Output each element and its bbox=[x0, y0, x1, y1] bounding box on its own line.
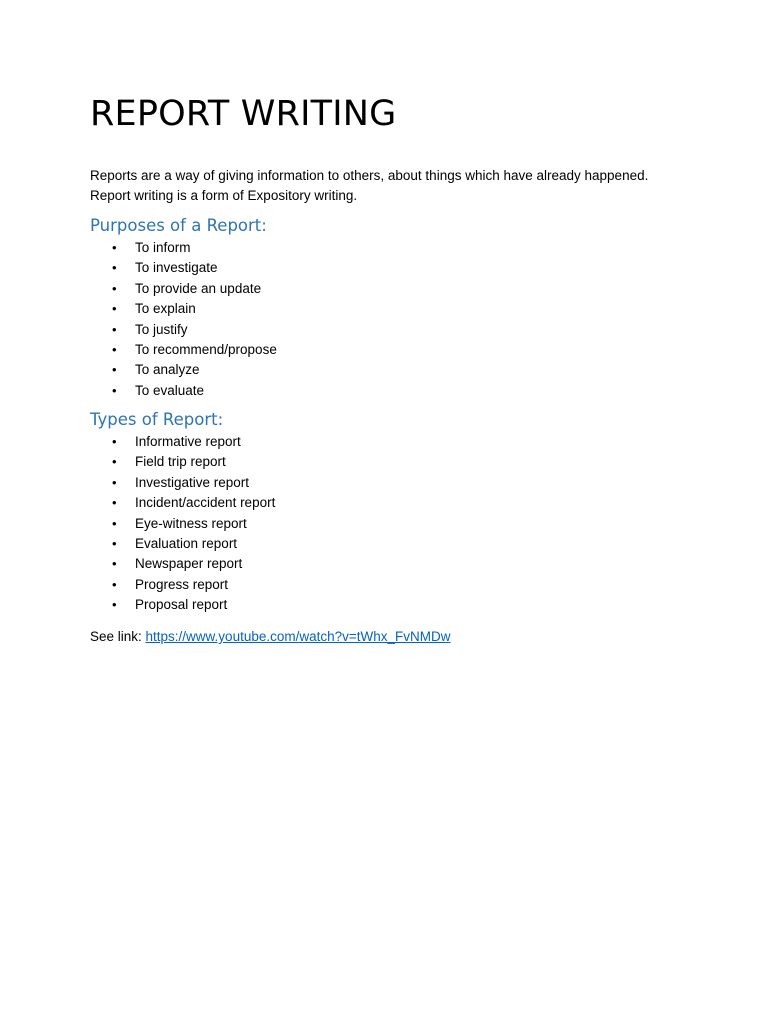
list-item-text: To analyze bbox=[135, 362, 200, 378]
bullet-icon: • bbox=[112, 515, 117, 531]
list-item bbox=[90, 554, 275, 574]
list-item bbox=[90, 381, 277, 401]
list-item bbox=[90, 534, 275, 554]
list-item-text: Informative report bbox=[135, 434, 241, 449]
list-item bbox=[90, 575, 275, 595]
list-item bbox=[90, 595, 275, 615]
list-item bbox=[90, 473, 275, 493]
intro-paragraph bbox=[90, 166, 690, 206]
list-item-text: To justify bbox=[135, 321, 188, 337]
bullet-icon: • bbox=[112, 535, 117, 551]
list-item bbox=[90, 432, 275, 452]
bullet-icon: • bbox=[112, 556, 117, 572]
types-heading: Types of Report: bbox=[90, 410, 224, 429]
bullet-icon: • bbox=[112, 362, 117, 378]
bullet-icon: • bbox=[112, 454, 117, 470]
bullet-icon: • bbox=[112, 474, 117, 490]
bullet-icon: • bbox=[112, 434, 117, 449]
list-item-text: To inform bbox=[135, 240, 191, 255]
list-item-text: To explain bbox=[135, 301, 196, 317]
youtube-link[interactable]: https://www.youtube.com/watch?v=tWhx_FvNMDw bbox=[145, 629, 451, 644]
bullet-icon: • bbox=[112, 341, 117, 357]
list-item-text: To investigate bbox=[135, 260, 218, 276]
list-item bbox=[90, 299, 277, 319]
list-item-text: Newspaper report bbox=[135, 556, 243, 572]
list-item-text: Field trip report bbox=[135, 454, 226, 470]
list-item bbox=[90, 258, 277, 278]
list-item bbox=[90, 340, 277, 360]
list-item-text: To evaluate bbox=[135, 382, 205, 398]
intro-line: Report writing is a form of Expository writing. bbox=[90, 188, 358, 203]
bullet-icon: • bbox=[112, 576, 117, 592]
bullet-icon: • bbox=[112, 280, 117, 296]
document-title: REPORT WRITING bbox=[90, 94, 397, 134]
bullet-icon: • bbox=[112, 321, 117, 337]
see-link-label: See link: bbox=[90, 629, 146, 644]
list-item-text: Investigative report bbox=[135, 474, 250, 490]
list-item bbox=[90, 279, 277, 299]
bullet-icon: • bbox=[112, 495, 117, 511]
list-item-text: Eye-witness report bbox=[135, 515, 247, 531]
purposes-list bbox=[90, 238, 277, 401]
types-list bbox=[90, 432, 275, 616]
list-item bbox=[90, 320, 277, 340]
see-link-line bbox=[90, 627, 451, 647]
bullet-icon: • bbox=[112, 240, 117, 255]
list-item-text: To provide an update bbox=[135, 280, 262, 296]
list-item-text: To recommend/propose bbox=[135, 341, 277, 357]
list-item-text: Incident/accident report bbox=[135, 495, 276, 511]
bullet-icon: • bbox=[112, 597, 117, 613]
list-item-text: Progress report bbox=[135, 576, 229, 592]
list-item bbox=[90, 493, 275, 513]
bullet-icon: • bbox=[112, 382, 117, 398]
list-item bbox=[90, 452, 275, 472]
list-item-text: Evaluation report bbox=[135, 535, 238, 551]
purposes-heading: Purposes of a Report: bbox=[90, 216, 267, 235]
bullet-icon: • bbox=[112, 301, 117, 317]
bullet-icon: • bbox=[112, 260, 117, 276]
list-item bbox=[90, 360, 277, 380]
intro-line: Reports are a way of giving information to others, about things which have already happened. bbox=[90, 168, 649, 183]
list-item-text: Proposal report bbox=[135, 597, 228, 613]
list-item bbox=[90, 238, 277, 258]
list-item bbox=[90, 514, 275, 534]
